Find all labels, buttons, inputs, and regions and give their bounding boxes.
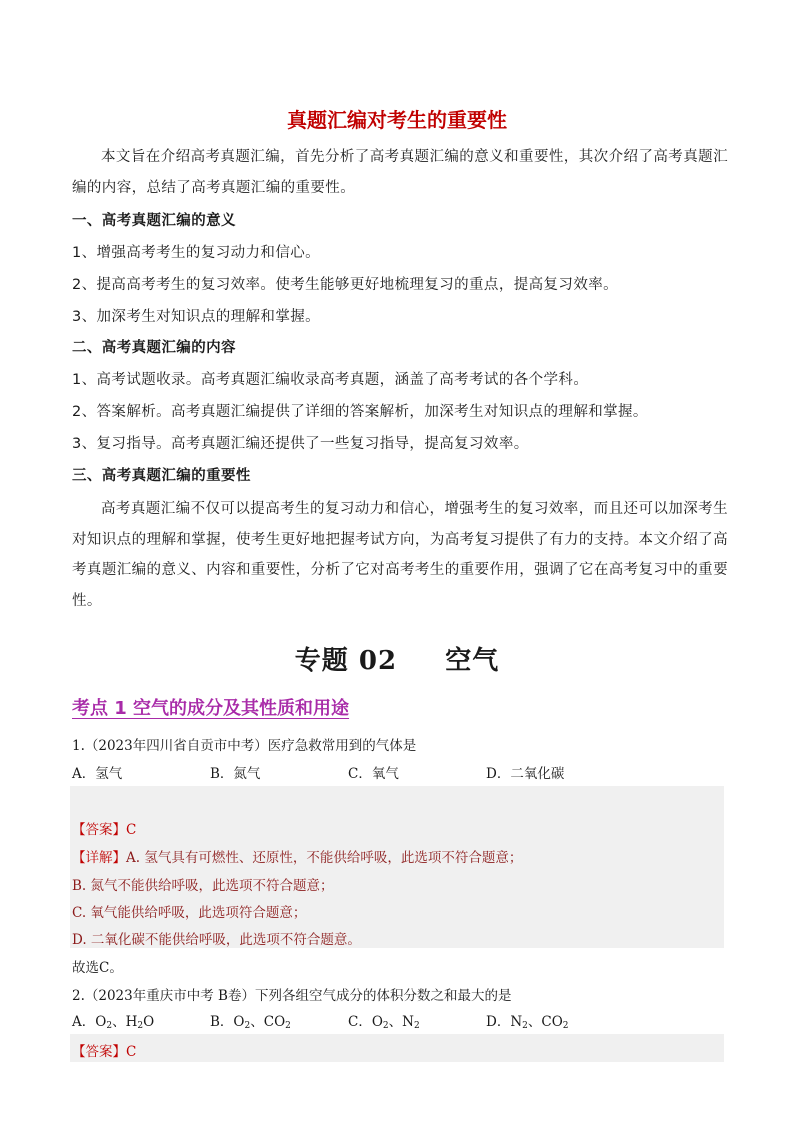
detail-label: 【详解】: [72, 850, 126, 866]
question-2-stem: 2.（2023年重庆市中考 B卷）下列各组空气成分的体积分数之和最大的是: [72, 988, 512, 1004]
answer-value: C: [126, 1044, 137, 1060]
page-title: 真题汇编对考生的重要性: [287, 108, 507, 132]
question-2-option-c: C．$O_2$、$N_2$: [348, 1014, 420, 1031]
answer-block-2: [70, 1034, 724, 1062]
section-heading-3: 三、高考真题汇编的重要性: [72, 468, 251, 484]
question-1-option-d: D．二氧化碳: [486, 766, 565, 782]
list-item: 2、提高高考考生的复习效率。使考生能够更好地梳理复习的重点，提高复习效率。: [72, 277, 619, 293]
question-1-detail-c: C. 氧气能供给呼吸，此选项符合题意；: [72, 905, 307, 921]
list-item: 2、答案解析。高考真题汇编提供了详细的答案解析，加深考生对知识点的理解和掌握。: [72, 404, 648, 420]
question-1-option-a: A．氢气: [72, 766, 123, 782]
question-1-detail-d: D. 二氧化碳不能供给呼吸，此选项不符合题意。: [72, 932, 361, 948]
answer-value: C: [126, 822, 137, 838]
conclusion-paragraph: 高考真题汇编不仅可以提高考生的复习动力和信心，增强考生的复习效率，而且还可以加深考生对知识点的理解和掌握，使考生更好地把握考试方向，为高考复习提供了有力的支持。本文介绍了高考真题汇编的意义、内容和重要性，分析了它对高考考生的重要作用，强调了它在高考复习中的重要性。: [72, 501, 728, 609]
question-2-option-b: B．$O_2$、$CO_2$: [210, 1014, 291, 1031]
question-1-answer: [72, 818, 136, 838]
question-2-answer: [72, 1040, 136, 1060]
topic-title: [0, 640, 794, 677]
answer-label: 【答案】: [72, 822, 126, 838]
topic-name: 空气: [445, 646, 500, 676]
question-2-option-a: A．$O_2$、$H_2O$: [72, 1014, 155, 1031]
question-2-option-d: D．$N_2$、$CO_2$: [486, 1014, 569, 1031]
question-1-option-b: B．氮气: [210, 766, 261, 782]
topic-prefix: 专题: [294, 646, 349, 676]
list-item: 3、复习指导。高考真题汇编还提供了一些复习指导，提高复习效率。: [72, 436, 529, 452]
list-item: 1、增强高考考生的复习动力和信心。: [72, 245, 321, 261]
question-1-detail-b: B. 氮气不能供给呼吸，此选项不符合题意；: [72, 878, 334, 894]
section-heading-1: 一、高考真题汇编的意义: [72, 213, 236, 229]
answer-block-1: [70, 786, 724, 948]
question-1-detail-a: [72, 846, 522, 866]
question-1-conclusion: 故选C。: [72, 960, 123, 976]
topic-number: 02: [358, 646, 398, 676]
list-item: 1、高考试题收录。高考真题汇编收录高考真题，涵盖了高考考试的各个学科。: [72, 372, 589, 388]
question-1-stem: 1.（2023年四川省自贡市中考）医疗急救常用到的气体是: [72, 738, 417, 754]
kaodian-heading: 考点 1 空气的成分及其性质和用途: [72, 698, 350, 719]
question-1-option-c: C．氧气: [348, 766, 399, 782]
section-heading-2: 二、高考真题汇编的内容: [72, 340, 236, 356]
intro-paragraph: 本文旨在介绍高考真题汇编，首先分析了高考真题汇编的意义和重要性，其次介绍了高考真题汇编的内容，总结了高考真题汇编的重要性。: [72, 149, 728, 196]
list-item: 3、加深考生对知识点的理解和掌握。: [72, 309, 321, 325]
detail-line: A. 氢气具有可燃性、还原性，不能供给呼吸，此选项不符合题意；: [126, 850, 523, 866]
answer-label: 【答案】: [72, 1044, 126, 1060]
